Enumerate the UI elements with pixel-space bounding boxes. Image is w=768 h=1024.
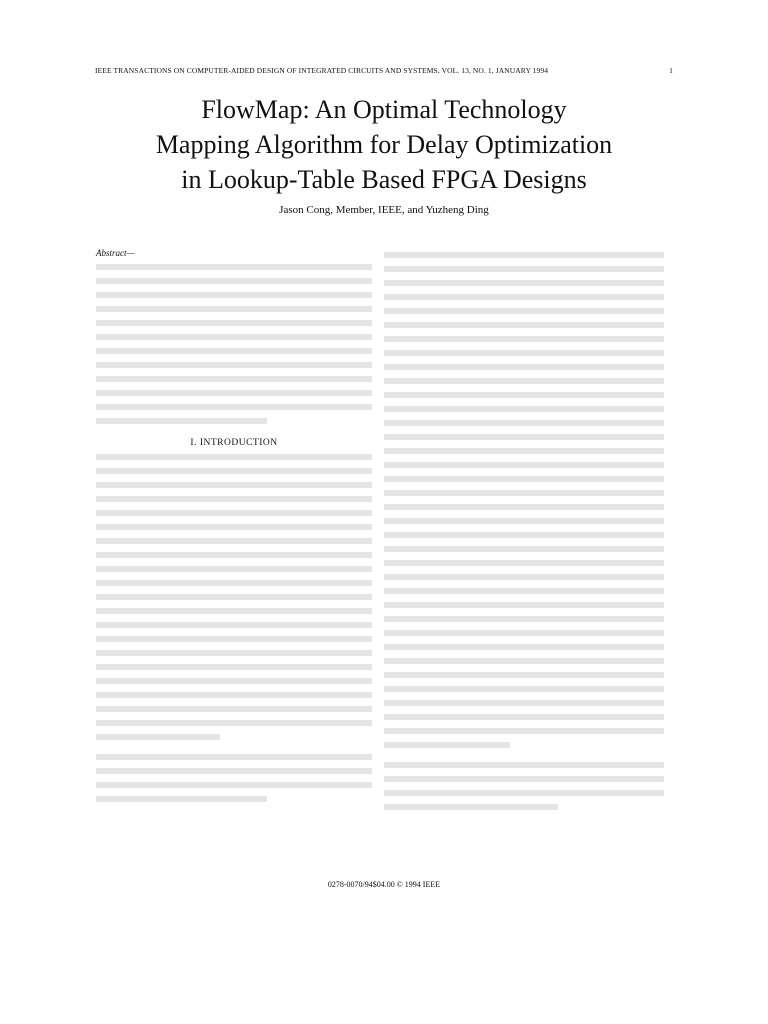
page-number: 1 bbox=[669, 66, 673, 75]
author-line: Jason Cong, Member, IEEE, and Yuzheng Ding bbox=[279, 204, 489, 216]
right-body-placeholder bbox=[384, 252, 664, 748]
intro-body-placeholder bbox=[96, 454, 372, 740]
paper-title: FlowMap: An Optimal Technology Mapping Algorithm for Delay Optimization in Lookup-Table Based FPGA Designs bbox=[155, 95, 613, 194]
section-heading: I. INTRODUCTION bbox=[190, 437, 278, 448]
running-header bbox=[95, 66, 673, 75]
footnote-placeholder bbox=[384, 762, 664, 810]
abstract bbox=[96, 248, 372, 260]
abstract-label: Abstract— bbox=[96, 248, 135, 258]
right-column bbox=[384, 248, 664, 818]
manuscript-note-placeholder bbox=[96, 754, 372, 802]
copyright-line: 0278-0070/94$04.00 © 1994 IEEE bbox=[327, 880, 441, 889]
left-column bbox=[96, 248, 372, 810]
journal-name: IEEE TRANSACTIONS ON COMPUTER-AIDED DESIGN OF INTEGRATED CIRCUITS AND SYSTEMS, VOL. 13, NO. 1, JANUARY 1994 bbox=[95, 66, 549, 75]
abstract-body-placeholder bbox=[96, 264, 372, 424]
